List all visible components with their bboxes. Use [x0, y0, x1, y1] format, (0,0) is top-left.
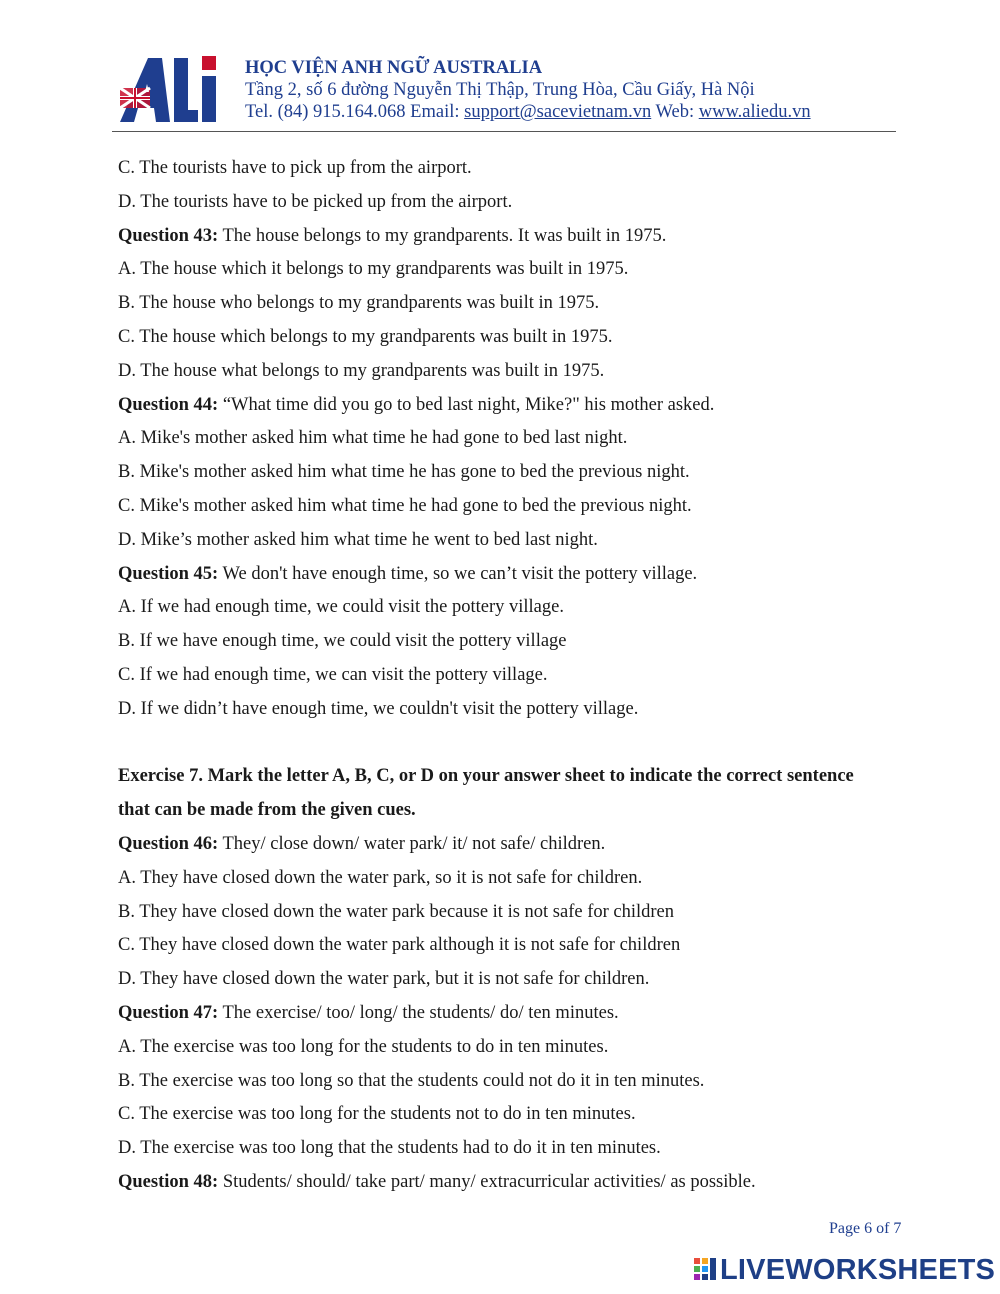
option-line: A. The exercise was too long for the students to do in ten minutes.: [118, 1036, 609, 1057]
question-text: We don't have enough time, so we can’t visit the pottery village.: [218, 563, 698, 584]
option-line: B. The exercise was too long so that the students could not do it in ten minutes.: [118, 1070, 705, 1091]
option-line: C. The tourists have to pick up from the airport.: [118, 158, 472, 178]
question-47: [118, 1000, 918, 1034]
option-line: A. The house which it belongs to my grandparents was built in 1975.: [118, 259, 629, 280]
option-line: D. They have closed down the water park, but it is not safe for children.: [118, 969, 650, 990]
option-line: B. If we have enough time, we could visit the pottery village: [118, 631, 567, 652]
worksheet-body: [118, 155, 918, 1203]
option-line: C. They have closed down the water park although it is not safe for children: [118, 935, 681, 956]
web-prefix: Web:: [651, 102, 699, 122]
web-link[interactable]: www.aliedu.vn: [698, 102, 811, 122]
question-label: Question 43:: [118, 225, 219, 246]
question-43: [118, 223, 918, 257]
question-label: Question 47:: [118, 1002, 219, 1023]
spacer: [118, 730, 918, 764]
question-label: Question 48:: [118, 1171, 219, 1192]
exercise-7-instructions-cont: that can be made from the given cues.: [118, 800, 416, 821]
option-line: C. If we had enough time, we can visit the pottery village.: [118, 664, 548, 685]
option-line: D. The tourists have to be picked up from the airport.: [118, 191, 513, 212]
ali-logo: [118, 48, 226, 126]
letterhead: [112, 40, 896, 132]
organization-info: [245, 57, 811, 123]
option-line: C. The exercise was too long for the students not to do in ten minutes.: [118, 1104, 636, 1125]
option-line: A. Mike's mother asked him what time he had gone to bed last night.: [118, 428, 628, 449]
liveworksheets-watermark: [694, 1253, 995, 1287]
question-45: [118, 561, 918, 595]
option-line: B. The house who belongs to my grandparents was built in 1975.: [118, 293, 600, 314]
question-text: Students/ should/ take part/ many/ extracurricular activities/ as possible.: [218, 1171, 756, 1192]
option-line: A. If we had enough time, we could visit the pottery village.: [118, 597, 564, 618]
email-link[interactable]: support@sacevietnam.vn: [464, 102, 652, 122]
option-line: D. Mike’s mother asked him what time he went to bed last night.: [118, 529, 598, 550]
option-line: D. If we didn’t have enough time, we couldn't visit the pottery village.: [118, 698, 639, 719]
option-line: A. They have closed down the water park, so it is not safe for children.: [118, 867, 643, 888]
exercise-7-instructions: Exercise 7. Mark the letter A, B, C, or D on your answer sheet to indicate the correct sentence: [118, 766, 854, 787]
option-line: C. The house which belongs to my grandparents was built in 1975.: [118, 326, 613, 347]
option-line: D. The exercise was too long that the students had to do it in ten minutes.: [118, 1138, 661, 1159]
question-label: Question 45:: [118, 563, 219, 584]
question-label: Question 46:: [118, 833, 219, 854]
question-text: They/ close down/ water park/ it/ not safe/ children.: [218, 833, 606, 854]
question-text: “What time did you go to bed last night, Mike?" his mother asked.: [218, 394, 715, 415]
org-contact: [245, 101, 811, 123]
liveworksheets-text: LIVEWORKSHEETS: [720, 1253, 996, 1286]
option-line: B. They have closed down the water park because it is not safe for children: [118, 901, 675, 922]
option-line: C. Mike's mother asked him what time he had gone to bed the previous night.: [118, 495, 692, 516]
liveworksheets-icon: [694, 1258, 716, 1282]
question-label: Question 44:: [118, 394, 219, 415]
option-line: B. Mike's mother asked him what time he has gone to bed the previous night.: [118, 462, 690, 483]
org-name: HỌC VIỆN ANH NGỮ AUSTRALIA: [245, 58, 543, 78]
question-text: The house belongs to my grandparents. It was built in 1975.: [218, 225, 667, 246]
question-48: [118, 1169, 918, 1203]
option-line: D. The house what belongs to my grandparents was built in 1975.: [118, 360, 605, 381]
page-number: Page 6 of 7: [829, 1220, 902, 1237]
org-address: Tầng 2, số 6 đường Nguyễn Thị Thập, Trung Hòa, Cầu Giấy, Hà Nội: [245, 80, 755, 100]
question-46: [118, 831, 918, 865]
question-44: [118, 392, 918, 426]
org-tel: Tel. (84) 915.164.068 Email:: [245, 102, 465, 122]
question-text: The exercise/ too/ long/ the students/ do/ ten minutes.: [218, 1002, 619, 1023]
